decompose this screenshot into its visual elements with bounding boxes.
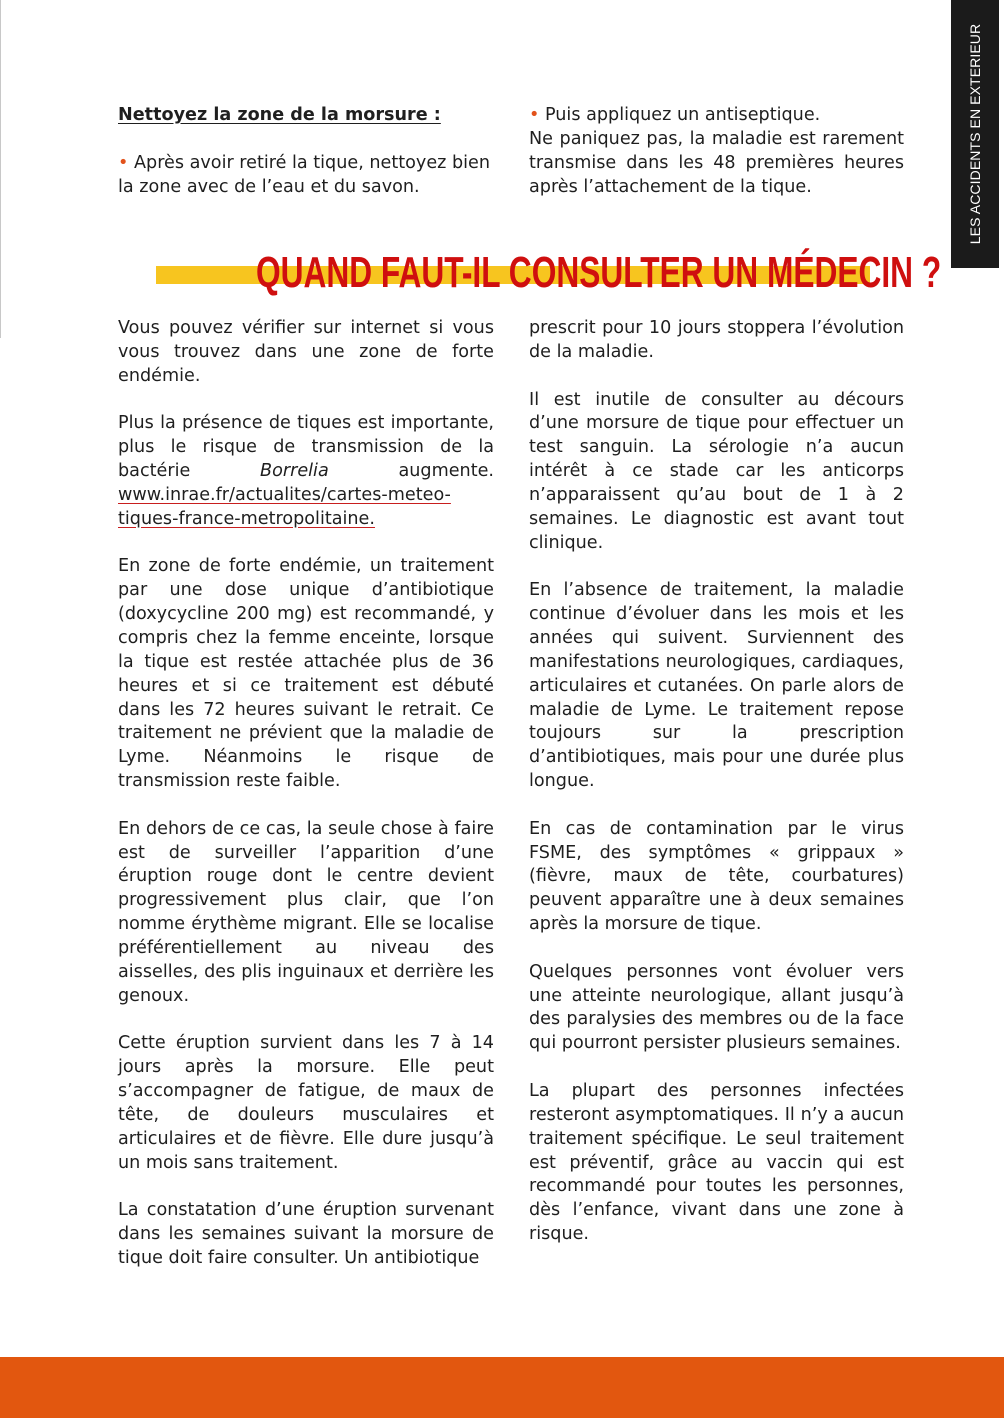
page-number: 79 (953, 1344, 969, 1359)
no-panic-text: Ne paniquez pas, la maladie est rarement transmise dans les 48 premières heures après l’attachement de la tique. (529, 128, 904, 197)
section-title-text: QUAND FAUT-IL CONSULTER UN MÉDECIN ? (255, 248, 942, 297)
paragraph: Vous pouvez vérifier sur internet si vous vous trouvez dans une zone de forte endémie. (118, 318, 494, 386)
paragraph: La constatation d’une éruption survenant dans les semaines suivant la morsure de tique doit faire consulter. Un antibiotique (118, 1200, 494, 1268)
section-title (156, 248, 942, 297)
paragraph: La plupart des personnes infectées resteront asymptomatiques. Il n’y a aucun traitement spécifique. Le seul traitement est préventif, grâce au vaccin qui est recommandé pour toutes les personnes, dès l’enfance, vivant dans une zone à risque. (529, 1081, 904, 1245)
paragraph: Cette éruption survient dans les 7 à 14 jours après la morsure. Elle peut s’accompagner de fatigue, de maux de tête, de douleurs musculaires et articulaires et de fièvre. Elle dure jusqu’à un mois sans traitement. (118, 1033, 494, 1173)
paragraph: En dehors de ce cas, la seule chose à faire est de surveiller l’apparition d’une éruption rouge dont le centre devient progressivement plus clair, que l’on nomme érythème migrant. Elle se localise préférentiellement au niveau des aisselles, des plis inguinaux et derrière les genoux. (118, 818, 494, 1006)
paragraph: En l’absence de traitement, la maladie continue d’évoluer dans les mois et les années qui suivent. Surviennent des manifestations neurologiques, cardiaques, articulaires et cutanées. On parle alors de maladie de Lyme. Le traitement repose toujours sur la prescription d’antibiotiques, mais pour une durée plus longue. (529, 580, 904, 792)
paragraph-text: augmente. (328, 461, 495, 482)
left-margin-rule (0, 0, 1, 338)
cleaning-bullet-text: Après avoir retiré la tique, nettoyez bien la zone avec de l’eau et du savon. (118, 152, 491, 197)
paragraph: En cas de contamination par le virus FSME, des symptômes « grippaux » (fièvre, maux de tête, courbatures) peuvent apparaître une à deux semaines après la morsure de tique. (529, 818, 904, 935)
main-left-column (118, 317, 494, 1271)
bullet-glyph: • (529, 105, 540, 125)
paragraph: Quelques personnes vont évoluer vers une atteinte neurologique, allant jusqu’à des paralysies des membres ou de la face qui pourront persister plusieurs semaines. (529, 961, 904, 1054)
paragraph-text: Plus la présence de tiques est importante, plus le risque de transmission de la bactérie (118, 413, 494, 482)
paragraph: En zone de forte endémie, un traitement par une dose unique d’antibiotique (doxycycline 200 mg) est recommandé, y compris chez la femme enceinte, lorsque la tique est restée attachée plus de 36 heures et si ce traitement est débuté dans les 72 heures suivant le retrait. Ce traitement ne prévient que la maladie de Lyme. Néanmoins le risque de transmission reste faible. (118, 556, 494, 792)
paragraph: Il est inutile de consulter au décours d’une morsure de tique pour effectuer un test sanguin. La sérologie n’a aucun intérêt à ce stade car les anticorps n’apparaissent qu’au bout de 1 à 2 semaines. Le diagnostic est avant tout clinique. (529, 389, 904, 553)
antiseptic-bullet-text: Puis appliquez un antiseptique. (544, 105, 821, 125)
paragraph: prescrit pour 10 jours stoppera l’évolution de la maladie. (529, 318, 904, 362)
footer-bar (0, 1357, 1004, 1418)
top-right-block (529, 104, 904, 199)
section-side-tab (951, 0, 999, 268)
cleaning-bullet-item (118, 152, 494, 200)
main-right-column (529, 317, 904, 1247)
bullet-glyph: • (118, 152, 129, 173)
cleaning-heading: Nettoyez la zone de la morsure : (118, 105, 441, 125)
antiseptic-bullet-item (529, 104, 904, 128)
section-side-tab-label: LES ACCIDENTS EN EXTERIEUR (967, 23, 983, 245)
paragraph (118, 412, 494, 531)
bacteria-name: Borrelia (260, 461, 329, 482)
top-left-block (118, 104, 494, 199)
inrae-link[interactable]: www.inrae.fr/actualites/cartes-meteo-tiques-france-metropolitaine. (118, 484, 451, 529)
